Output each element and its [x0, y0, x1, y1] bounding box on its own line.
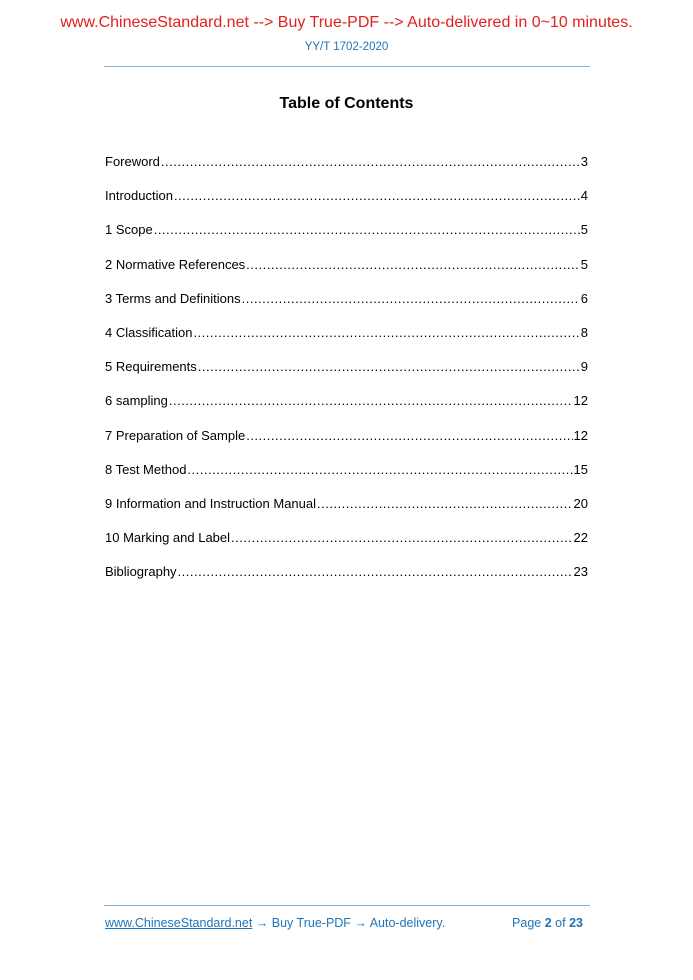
toc-entry[interactable] [105, 257, 588, 291]
toc-entry-label: 3 Terms and Definitions [105, 290, 241, 306]
toc-entry-label: 1 Scope [105, 222, 153, 238]
toc-entry[interactable] [105, 325, 588, 359]
toc-entry[interactable] [105, 222, 588, 256]
total-pages-number: 23 [569, 916, 583, 930]
toc-dot-leader [161, 154, 580, 170]
toc-dot-leader [154, 222, 580, 238]
table-of-contents [105, 154, 588, 598]
footer-tagline: → Buy True-PDF → Auto-delivery. [252, 916, 446, 930]
document-code: YY/T 1702-2020 [304, 41, 389, 53]
toc-dot-leader [246, 257, 580, 273]
toc-title: Table of Contents [279, 95, 414, 112]
toc-entry-label: 10 Marking and Label [105, 530, 231, 546]
toc-entry-page: 3 [580, 154, 588, 169]
toc-entry-label: 6 sampling [105, 393, 168, 409]
toc-dot-leader [187, 462, 572, 478]
toc-entry-page: 5 [580, 222, 588, 238]
toc-entry[interactable] [105, 530, 588, 564]
toc-entry-label: Bibliography [105, 564, 177, 580]
toc-entry-label: 4 Classification [105, 324, 193, 340]
footer-divider [104, 905, 590, 906]
toc-dot-leader [169, 393, 573, 409]
toc-dot-leader [242, 291, 580, 307]
toc-entry[interactable] [105, 564, 588, 598]
toc-entry[interactable] [105, 291, 588, 325]
toc-entry-label: Foreword [105, 154, 160, 169]
toc-entry[interactable] [105, 359, 588, 393]
toc-entry-page: 23 [573, 564, 588, 580]
toc-entry-page: 20 [573, 495, 588, 511]
toc-entry-page: 12 [573, 427, 588, 443]
toc-entry[interactable] [105, 393, 588, 427]
toc-entry-page: 12 [573, 393, 588, 409]
toc-dot-leader [198, 359, 580, 375]
footer-site-link[interactable]: www.ChineseStandard.net [105, 916, 253, 930]
toc-entry-page: 6 [580, 290, 588, 306]
toc-entry[interactable] [105, 496, 588, 530]
toc-dot-leader [178, 564, 573, 580]
toc-entry-page: 15 [573, 461, 588, 477]
toc-entry-label: 5 Requirements [105, 359, 197, 375]
toc-entry-label: Introduction [105, 188, 173, 204]
toc-entry-page: 5 [580, 256, 588, 272]
toc-entry-label: 2 Normative References [105, 256, 246, 272]
of-word: of [555, 916, 566, 930]
toc-dot-leader [246, 428, 572, 444]
page-footer [105, 916, 583, 930]
toc-entry[interactable] [105, 154, 588, 188]
header-divider [104, 66, 590, 67]
toc-entry-label: 9 Information and Instruction Manual [105, 495, 317, 511]
toc-entry-label: 8 Test Method [105, 461, 187, 477]
toc-entry-page: 4 [580, 188, 588, 204]
toc-entry-page: 9 [580, 359, 588, 375]
toc-entry-label: 7 Preparation of Sample [105, 427, 246, 443]
toc-dot-leader [317, 496, 573, 512]
toc-dot-leader [231, 530, 573, 546]
toc-dot-leader [174, 188, 580, 204]
promo-banner[interactable]: www.ChineseStandard.net --> Buy True-PDF --> Auto-delivered in 0~10 minutes. [60, 14, 633, 31]
footer-promo [105, 916, 445, 930]
toc-entry[interactable] [105, 188, 588, 222]
toc-entry-page: 8 [580, 324, 588, 340]
toc-entry[interactable] [105, 428, 588, 462]
page-word: Page [512, 916, 542, 930]
toc-dot-leader [193, 325, 579, 341]
page-indicator [512, 916, 583, 930]
toc-entry[interactable] [105, 462, 588, 496]
toc-entry-page: 22 [573, 530, 588, 546]
current-page-number: 2 [544, 916, 552, 930]
